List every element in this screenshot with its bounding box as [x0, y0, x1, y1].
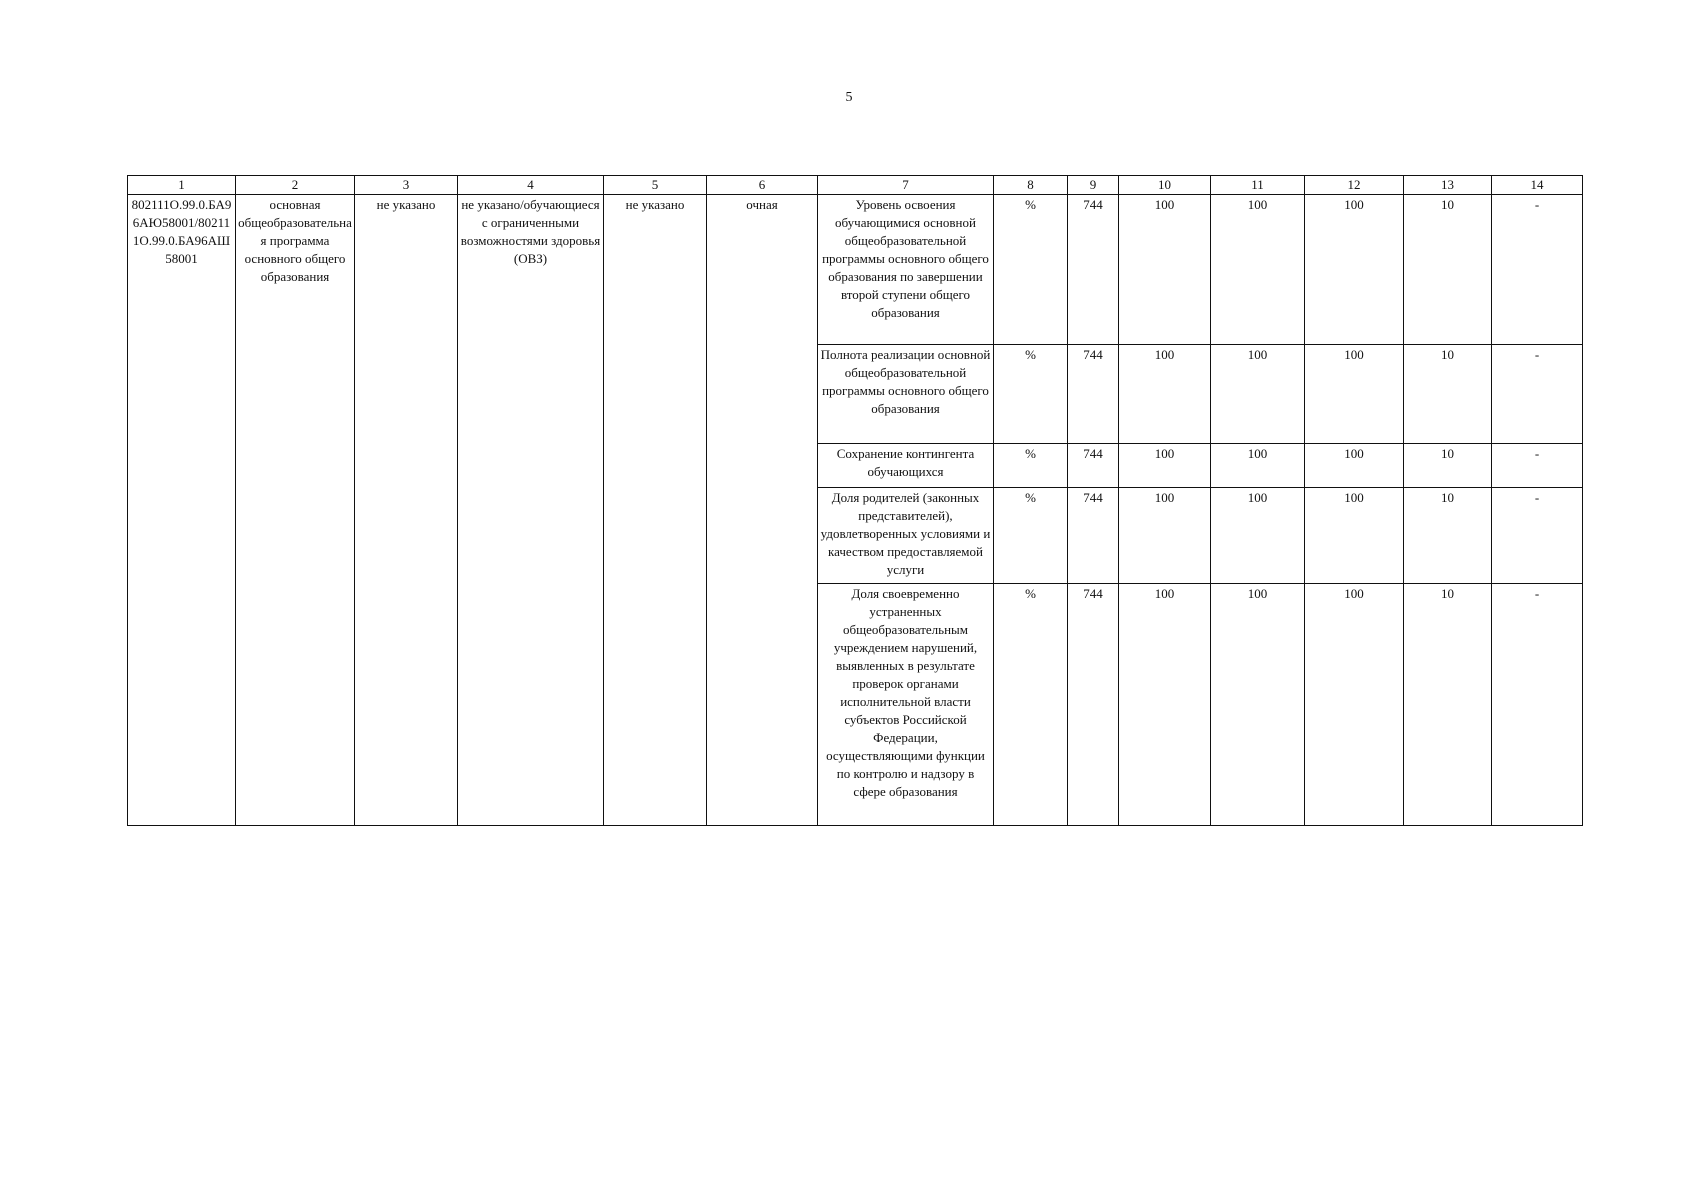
okei-code: 744	[1068, 195, 1119, 345]
deviation-percent: 10	[1404, 345, 1492, 444]
deviation-percent: 10	[1404, 195, 1492, 345]
condition-cell: не указано	[604, 195, 707, 826]
value-year-1: 100	[1119, 195, 1211, 345]
consumer-category: не указано/обучающиеся с ограниченными возможностями здоровья (ОВЗ)	[458, 195, 604, 826]
header-cell-10: 10	[1119, 176, 1211, 195]
okei-code: 744	[1068, 584, 1119, 826]
value-year-1: 100	[1119, 584, 1211, 826]
deviation-absolute: -	[1492, 488, 1583, 584]
category-cell: не указано	[355, 195, 458, 826]
indicator-name: Доля родителей (законных представителей), удовлетворенных условиями и качеством предоставляемой услуги	[818, 488, 994, 584]
value-year-2: 100	[1211, 195, 1305, 345]
header-cell-13: 13	[1404, 176, 1492, 195]
page-number: 5	[845, 90, 853, 105]
value-year-3: 100	[1305, 345, 1404, 444]
header-cell-12: 12	[1305, 176, 1404, 195]
value-year-2: 100	[1211, 444, 1305, 488]
value-year-3: 100	[1305, 584, 1404, 826]
value-year-1: 100	[1119, 345, 1211, 444]
header-cell-1: 1	[128, 176, 236, 195]
deviation-absolute: -	[1492, 584, 1583, 826]
indicator-name: Доля своевременно устраненных общеобразовательным учреждением нарушений, выявленных в результате проверок органами исполнительной власти субъектов Российской Федерации, осуществляющими функции по контролю и надзору в сфере образования	[818, 584, 994, 826]
indicators-table	[127, 175, 1583, 826]
header-row	[128, 176, 1583, 195]
indicator-name: Уровень освоения обучающимися основной общеобразовательной программы основного общего образования по завершении второй ступени общего образования	[818, 195, 994, 345]
value-year-2: 100	[1211, 584, 1305, 826]
unit-cell: %	[994, 444, 1068, 488]
header-cell-3: 3	[355, 176, 458, 195]
indicator-name: Сохранение контингента обучающихся	[818, 444, 994, 488]
unit-cell: %	[994, 345, 1068, 444]
header-cell-4: 4	[458, 176, 604, 195]
header-cell-6: 6	[707, 176, 818, 195]
program-name: основная общеобразовательная программа основного общего образования	[236, 195, 355, 826]
deviation-absolute: -	[1492, 195, 1583, 345]
header-cell-5: 5	[604, 176, 707, 195]
value-year-2: 100	[1211, 488, 1305, 584]
value-year-1: 100	[1119, 488, 1211, 584]
okei-code: 744	[1068, 444, 1119, 488]
table-row	[128, 195, 1583, 345]
deviation-percent: 10	[1404, 488, 1492, 584]
header-cell-8: 8	[994, 176, 1068, 195]
header-cell-14: 14	[1492, 176, 1583, 195]
value-year-1: 100	[1119, 444, 1211, 488]
service-code: 802111О.99.0.БА96АЮ58001/802111О.99.0.БА96АШ58001	[128, 195, 236, 826]
deviation-absolute: -	[1492, 345, 1583, 444]
unit-cell: %	[994, 488, 1068, 584]
header-cell-11: 11	[1211, 176, 1305, 195]
unit-cell: %	[994, 195, 1068, 345]
value-year-3: 100	[1305, 488, 1404, 584]
value-year-3: 100	[1305, 444, 1404, 488]
header-cell-7: 7	[818, 176, 994, 195]
header-cell-9: 9	[1068, 176, 1119, 195]
indicator-name: Полнота реализации основной общеобразовательной программы основного общего образования	[818, 345, 994, 444]
form-of-study: очная	[707, 195, 818, 826]
unit-cell: %	[994, 584, 1068, 826]
value-year-2: 100	[1211, 345, 1305, 444]
okei-code: 744	[1068, 345, 1119, 444]
okei-code: 744	[1068, 488, 1119, 584]
value-year-3: 100	[1305, 195, 1404, 345]
deviation-percent: 10	[1404, 444, 1492, 488]
header-cell-2: 2	[236, 176, 355, 195]
deviation-percent: 10	[1404, 584, 1492, 826]
deviation-absolute: -	[1492, 444, 1583, 488]
